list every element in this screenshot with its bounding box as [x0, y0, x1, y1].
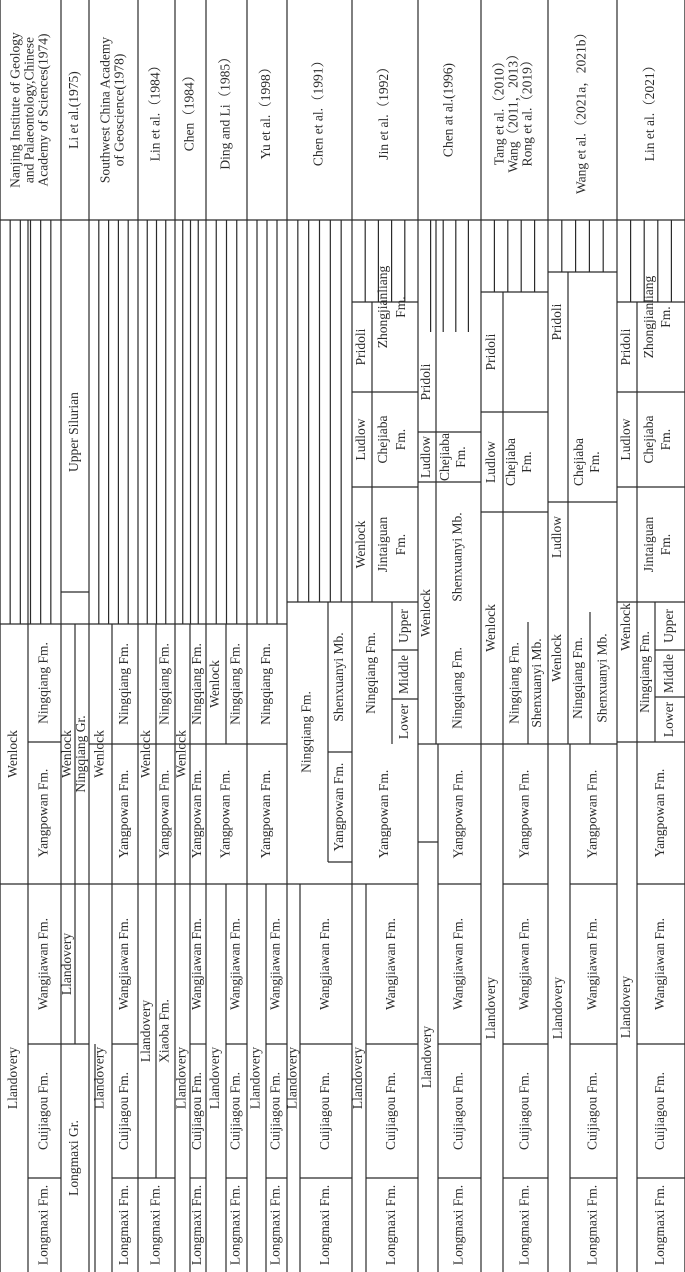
- formation-label: Longmaxi Fm.: [450, 1184, 466, 1266]
- series-label: Wenlock: [91, 730, 107, 778]
- series-label: Pridoli: [618, 328, 634, 366]
- series-label: Llandovery: [350, 1046, 366, 1110]
- reference-label: Rong et al.（2019）: [519, 53, 535, 167]
- formation-label: Cuijiagou Fm.: [652, 1071, 668, 1151]
- formation-label: Cuijiagou Fm.: [450, 1071, 466, 1151]
- formation-label: Longmaxi Fm.: [147, 1184, 163, 1266]
- series-label: Wenlock: [138, 730, 154, 778]
- formation-label: Upper: [396, 609, 412, 643]
- series-label: Pridoli: [418, 363, 434, 401]
- series-label: Llandovery: [247, 1046, 263, 1110]
- formation-label: Ningqiang Fm.: [637, 631, 653, 713]
- reference-label: Academy of Sciences(1974): [35, 33, 51, 187]
- formation-label: Shenxuanyi Mb.: [331, 632, 347, 722]
- formation-label: Yangpowan Fm.: [35, 768, 51, 858]
- formation-label: Middle: [396, 655, 412, 694]
- reference-label: of Geoscience(1978): [111, 53, 127, 167]
- formation-label: Middle: [661, 654, 677, 693]
- formation-label: Ningqiang Fm.: [116, 643, 132, 725]
- series-label: Llandovery: [173, 1046, 189, 1110]
- reference-label: Yu et al.（1998）: [258, 60, 274, 160]
- series-label: Llandovery: [284, 1046, 300, 1110]
- series-label: Wenlock: [549, 634, 565, 682]
- formation-label: Wangjiawan Fm.: [450, 918, 466, 1010]
- formation-label: Lower: [661, 701, 677, 738]
- formation-label: Fm.: [519, 451, 535, 473]
- formation-label: Wangjiawan Fm.: [383, 918, 399, 1010]
- formation-label: Yangpowan Fm.: [331, 762, 347, 852]
- formation-label: Chejiaba: [375, 415, 391, 464]
- reference-label: Jin et al.（1992）: [376, 60, 392, 160]
- formation-label: Ningqiang Fm.: [227, 643, 243, 725]
- formation-label: Yangpowan Fm.: [584, 769, 600, 859]
- series-label: Pridoli: [549, 303, 565, 341]
- series-label: Llandovery: [138, 999, 154, 1063]
- series-label: Ludlow: [483, 441, 499, 483]
- formation-label: Upper: [661, 609, 677, 643]
- formation-label: Lower: [396, 703, 412, 740]
- formation-label: Yangpowan Fm.: [258, 769, 274, 859]
- series-label: Wenlock: [353, 520, 369, 569]
- series-label: Pridoli: [483, 333, 499, 371]
- reference-label: Nanjing Institute of Geology: [7, 32, 23, 188]
- reference-label: Wang et al.（2021a，2021b）: [573, 25, 589, 195]
- formation-label: Cuijiagou Fm.: [317, 1071, 333, 1151]
- formation-label: Chejiaba: [571, 438, 587, 486]
- formation-label: Cuijiagou Fm.: [35, 1071, 51, 1151]
- formation-label: Ningqiang Fm.: [363, 632, 379, 714]
- series-label: Ludlow: [618, 418, 634, 461]
- formation-label: Longmaxi Fm.: [584, 1184, 600, 1266]
- series-label: Llandovery: [618, 975, 634, 1039]
- formation-label: Fm.: [658, 533, 674, 556]
- series-label: Ludlow: [418, 436, 434, 478]
- reference-label: Chen et al.（1991）: [310, 53, 326, 167]
- formation-label: Zhongjianliang: [641, 275, 657, 359]
- series-label: Wenlock: [173, 730, 189, 778]
- formation-label: Cuijiagou Fm.: [227, 1071, 243, 1151]
- formation-label: Ningqiang Fm.: [449, 647, 465, 729]
- formation-label: Jintaiguan: [375, 516, 391, 573]
- formation-label: Wangjiawan Fm.: [35, 918, 51, 1010]
- formation-label: Fm.: [658, 428, 674, 451]
- formation-label: Wangjiawan Fm.: [317, 918, 333, 1010]
- series-label: Llandovery: [483, 976, 499, 1040]
- formation-label: Yangpowan Fm.: [156, 769, 172, 859]
- reference-label: Southwest China Academy: [97, 36, 113, 184]
- formation-label: Yangpowan Fm.: [376, 769, 392, 859]
- formation-label: Yangpowan Fm.: [450, 769, 466, 859]
- formation-label: Cuijiagou Fm.: [584, 1071, 600, 1151]
- formation-label: Longmaxi Fm.: [227, 1184, 243, 1266]
- formation-label: Longmaxi Fm.: [35, 1184, 51, 1266]
- reference-label: Ding and Li（1985）: [217, 50, 233, 170]
- formation-label: Shenxuanyi Mb.: [594, 633, 610, 723]
- formation-label: Ningqiang Fm.: [189, 643, 205, 725]
- series-label: Llandovery: [207, 1046, 223, 1110]
- reference-label: Wang（2011，2013）: [505, 47, 521, 173]
- series-label: Wenlock: [207, 660, 223, 708]
- formation-label: Fm.: [393, 428, 409, 451]
- formation-label: Cuijiagou Fm.: [267, 1071, 283, 1151]
- series-label: Wenlock: [59, 730, 75, 778]
- series-label: Llandovery: [419, 1025, 435, 1089]
- series-label: Llandovery: [91, 1046, 107, 1110]
- formation-label: Ningqiang Fm.: [570, 637, 586, 719]
- formation-label: Yangpowan Fm.: [652, 768, 668, 858]
- reference-label: Lin et al.（1984）: [147, 58, 163, 162]
- formation-label: Wangjiawan Fm.: [227, 918, 243, 1010]
- formation-label: Wangjiawan Fm.: [516, 918, 532, 1010]
- reference-label: Tang et al.（2010）: [491, 54, 507, 166]
- series-label: Ludlow: [353, 418, 369, 461]
- reference-label: Lin et al.（2021）: [642, 58, 658, 162]
- formation-label: Yangpowan Fm.: [217, 769, 233, 859]
- reference-label: Chen（1984）: [181, 68, 197, 152]
- formation-label: Chejiaba: [503, 438, 519, 486]
- formation-label: Ningqiang Gr.: [73, 715, 89, 793]
- formation-label: Cuijiagou Fm.: [116, 1071, 132, 1151]
- series-label: Llandovery: [5, 1046, 21, 1110]
- formation-label: Shenxuanyi Mb.: [529, 638, 545, 728]
- formation-label: Cuijiagou Fm.: [516, 1071, 532, 1151]
- series-label: Wenlock: [483, 604, 499, 652]
- formation-label: Fm.: [658, 306, 674, 328]
- formation-label: Longmaxi Fm.: [317, 1184, 333, 1266]
- series-label: Llandovery: [550, 976, 566, 1040]
- formation-label: Fm.: [393, 296, 409, 318]
- formation-label: Yangpowan Fm.: [116, 769, 132, 859]
- series-label: Wenlock: [5, 730, 21, 778]
- formation-label: Fm.: [453, 446, 469, 468]
- formation-label: Longmaxi Fm.: [383, 1184, 399, 1266]
- formation-label: Chejiaba: [641, 415, 657, 464]
- formation-label: Longmaxi Gr.: [66, 1120, 82, 1196]
- formation-label: Fm.: [393, 533, 409, 556]
- series-label: Wenlock: [418, 589, 434, 637]
- formation-label: Ningqiang Fm.: [506, 642, 522, 724]
- formation-label: Longmaxi Fm.: [516, 1184, 532, 1266]
- formation-label: Wangjiawan Fm.: [267, 918, 283, 1010]
- formation-label: Ningqiang Fm.: [35, 642, 51, 724]
- formation-label: Wangjiawan Fm.: [584, 918, 600, 1010]
- formation-label: Zhongjianliang: [375, 265, 391, 349]
- formation-label: Upper Silurian: [66, 392, 82, 472]
- reference-label: and Palaeontology,Chinese: [21, 36, 37, 184]
- series-label: Ludlow: [549, 516, 565, 558]
- formation-label: Longmaxi Fm.: [189, 1184, 205, 1266]
- formation-label: Longmaxi Fm.: [116, 1184, 132, 1266]
- series-label: Llandovery: [59, 932, 75, 996]
- formation-label: Ningqiang Fm.: [258, 643, 274, 725]
- formation-label: Wangjiawan Fm.: [189, 918, 205, 1010]
- series-label: Pridoli: [353, 328, 369, 366]
- reference-label: Li et al.(1975): [66, 71, 82, 149]
- formation-label: Longmaxi Fm.: [267, 1184, 283, 1266]
- reference-label: Chen at al.(1996): [440, 62, 456, 158]
- formation-label: Chejiaba: [437, 433, 453, 481]
- formation-label: Ningqiang Fm.: [156, 643, 172, 725]
- formation-label: Yangpowan Fm.: [516, 769, 532, 859]
- formation-label: Ningqiang Fm.: [298, 691, 314, 773]
- formation-label: Wangjiawan Fm.: [116, 918, 132, 1010]
- formation-label: Jintaiguan: [641, 516, 657, 573]
- formation-label: Shenxuanyi Mb.: [449, 512, 465, 602]
- formation-label: Yangpowan Fm.: [189, 769, 205, 859]
- formation-label: Wangjiawan Fm.: [652, 918, 668, 1010]
- formation-label: Fm.: [587, 451, 603, 473]
- formation-label: Cuijiagou Fm.: [189, 1071, 205, 1151]
- series-label: Wenlock: [618, 603, 634, 651]
- formation-label: Cuijiagou Fm.: [383, 1071, 399, 1151]
- formation-label: Xiaoba Fm.: [156, 999, 172, 1063]
- formation-label: Longmaxi Fm.: [652, 1184, 668, 1266]
